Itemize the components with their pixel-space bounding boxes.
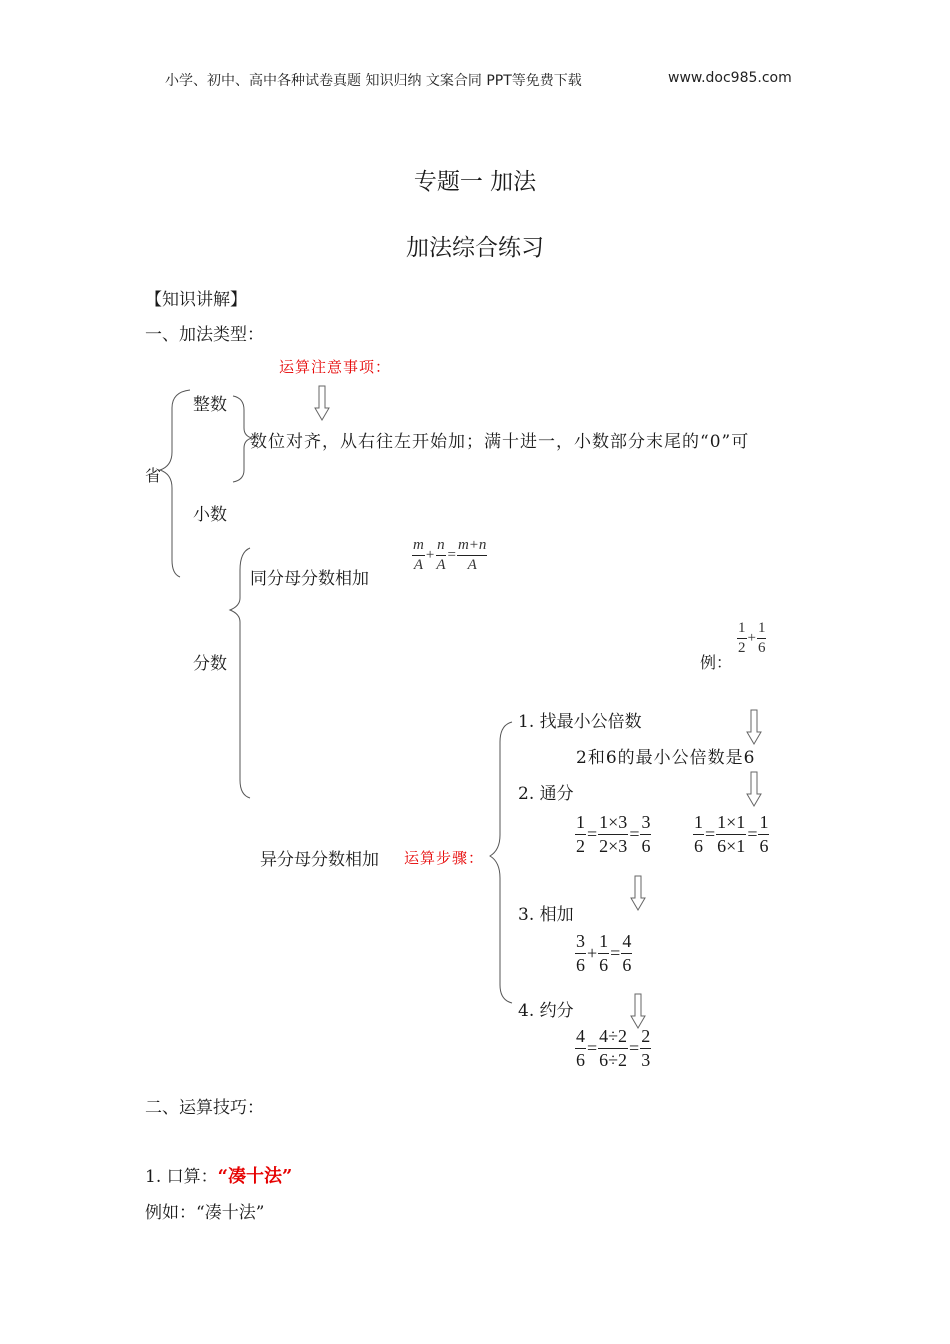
- part2-item1-highlight: “凑十法”: [217, 1166, 293, 1187]
- rule-text: 数位对齐，从右往左开始加；满十进一，小数部分末尾的“0”可: [250, 432, 750, 452]
- step3-label: 3. 相加: [518, 905, 574, 925]
- step1-result: 2和6的最小公倍数是6: [576, 748, 756, 768]
- down-arrow-icon: [631, 994, 645, 1028]
- down-arrow-icon: [747, 772, 761, 806]
- step3-equation: $\frac{3}{6}$ + $\frac{1}{6}$ = $\frac{4}{6}$: [576, 931, 632, 975]
- step2-equation-b: $\frac{1}{6}$ = $\frac{1\times 1}{6\times 1}$ = $\frac{1}{6}$: [694, 812, 769, 856]
- down-arrow-icon: [747, 710, 761, 744]
- header-banner: 小学、初中、高中各种试卷真题 知识归纳 文案合同 PPT等免费下载: [165, 73, 582, 89]
- note-label: 运算注意事项：: [279, 358, 392, 376]
- same-denominator-formula: $\frac{m}{A}$ + $\frac{n}{A}$ = $\frac{m+n}{A}$: [413, 537, 487, 574]
- header-url[interactable]: www.doc985.com: [668, 70, 792, 86]
- part1-heading: 一、加法类型：: [145, 325, 264, 345]
- steps-label: 运算步骤：: [404, 849, 485, 867]
- section-tag: 【知识讲解】: [145, 290, 247, 310]
- type-integer: 整数: [193, 395, 227, 415]
- part2-item1-prefix: 1. 口算：: [145, 1167, 218, 1187]
- step4-label: 4. 约分: [518, 1001, 574, 1021]
- part2-heading: 二、运算技巧：: [145, 1098, 264, 1118]
- type-decimal: 小数: [193, 505, 227, 525]
- page-subtitle: 加法综合练习: [406, 235, 544, 261]
- example-expression: $\frac{1}{2}$ + $\frac{1}{6}$: [738, 620, 766, 657]
- same-denominator-label: 同分母分数相加: [250, 569, 369, 589]
- down-arrow-icon: [631, 876, 645, 910]
- step2-equation-a: $\frac{1}{2}$ = $\frac{1\times 3}{2\times 3}$ = $\frac{3}{6}$: [576, 812, 651, 856]
- left-brace: [160, 390, 190, 577]
- type-fraction: 分数: [193, 654, 227, 674]
- down-arrow-icon: [315, 386, 329, 420]
- side-char: 省: [145, 466, 162, 485]
- step2-label: 2. 通分: [518, 784, 574, 804]
- part2-item1: [145, 1162, 292, 1188]
- page-title: 专题一 加法: [413, 169, 537, 195]
- example-label: 例：: [700, 653, 733, 672]
- part2-example-line: 例如：“凑十法”: [145, 1203, 265, 1223]
- step4-equation: $\frac{4}{6}$ = $\frac{4\div 2}{6\div 2}$ = $\frac{2}{3}$: [576, 1026, 651, 1070]
- step1-label: 1. 找最小公倍数: [518, 712, 642, 732]
- fraction-brace: [230, 548, 250, 798]
- steps-brace: [490, 722, 512, 1003]
- diff-denominator-label: 异分母分数相加: [260, 850, 379, 870]
